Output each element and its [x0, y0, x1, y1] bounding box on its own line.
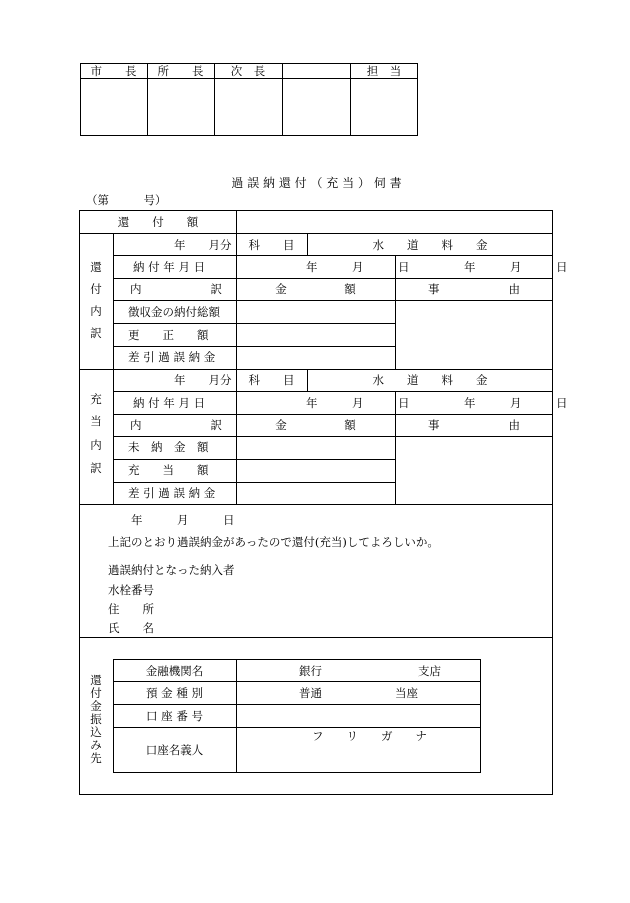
appropriation-side-label-3: 内: [90, 438, 102, 452]
payer-heading: 過誤納付となった納入者: [108, 563, 235, 577]
appropriation-breakdown-label: 内 訳: [130, 418, 222, 432]
refund-reason-field[interactable]: [396, 301, 552, 368]
refund-paydate-1[interactable]: 年 月 日: [306, 260, 410, 274]
appropriation-amount-col: 金 額: [275, 418, 356, 432]
appropriation-row-net-overpaid: 差 引 過 誤 納 金: [128, 486, 216, 500]
refund-side-label-3: 内: [90, 304, 102, 318]
appropriation-paydate-2[interactable]: 年 月 日: [464, 396, 568, 410]
stamp-cell-deputy[interactable]: [215, 79, 281, 135]
appropriation-paydate-label: 納 付 年 月 日: [133, 396, 206, 410]
approval-header-mayor: 市 長: [90, 64, 137, 78]
appropriation-reason-field[interactable]: [396, 437, 552, 503]
refund-net-overpaid-field[interactable]: [237, 347, 394, 368]
refund-paydate-2[interactable]: 年 月 日: [464, 260, 568, 274]
account-number-field[interactable]: [237, 705, 480, 727]
refund-amount-label: 還 付 額: [117, 215, 199, 229]
refund-subject-value: 水 道 料 金: [372, 238, 488, 252]
appropriation-subject-value: 水 道 料 金: [372, 373, 488, 387]
appropriation-row-applied: 充 当 額: [128, 463, 209, 477]
meter-number-label: 水栓番号: [108, 583, 154, 597]
refund-row-correction: 更 正 額: [128, 328, 209, 342]
approval-header-director: 所 長: [157, 64, 204, 78]
refund-total-paid-field[interactable]: [237, 301, 394, 323]
refund-side-label-2: 付: [90, 282, 102, 296]
stamp-cell-director[interactable]: [148, 79, 213, 135]
furigana-label: フ リ ガ ナ: [312, 729, 427, 743]
appropriation-reason-col: 事 由: [428, 418, 520, 432]
address-label: 住 所: [108, 602, 154, 616]
refund-side-label-1: 還: [90, 260, 102, 274]
appropriation-side-label-1: 充: [90, 392, 102, 406]
appropriation-side-label-2: 当: [90, 414, 102, 428]
appropriation-subject-label: 科 目: [248, 373, 295, 387]
refund-row-net-overpaid: 差 引 過 誤 納 金: [128, 350, 216, 364]
refund-paydate-label: 納 付 年 月 日: [133, 260, 206, 274]
approval-header-deputy: 次 長: [230, 64, 266, 78]
account-type-label: 預 金 種 別: [146, 686, 203, 700]
stamp-cell-staff[interactable]: [351, 79, 417, 135]
refund-correction-field[interactable]: [237, 324, 394, 346]
document-title: 過 誤 納 還 付 （ 充 当 ） 伺 書: [231, 176, 402, 190]
transfer-side-label: 還付金振込み先: [90, 673, 102, 765]
refund-subject-label: 科 目: [248, 238, 295, 252]
document-number: （第 号）: [86, 193, 167, 207]
account-holder-field[interactable]: [237, 743, 480, 772]
appropriation-applied-field[interactable]: [237, 460, 394, 482]
refund-breakdown-label: 内 訳: [130, 282, 222, 296]
bank-name-label: 金融機関名: [145, 664, 204, 678]
appropriation-net-overpaid-field[interactable]: [237, 483, 394, 503]
bank-name-field[interactable]: [237, 660, 480, 681]
statement-date[interactable]: 年 月 日: [131, 513, 235, 527]
appropriation-row-unpaid: 未 納 金 額: [128, 440, 209, 454]
account-type-normal[interactable]: 普通: [299, 686, 322, 700]
appropriation-period[interactable]: 年 月分: [174, 373, 232, 387]
refund-period[interactable]: 年 月分: [174, 238, 232, 252]
branch-suffix: 支店: [418, 664, 441, 678]
refund-side-label-4: 訳: [90, 326, 102, 340]
stamp-cell-mayor[interactable]: [81, 79, 146, 135]
appropriation-unpaid-field[interactable]: [237, 437, 394, 459]
refund-amount-field[interactable]: [237, 211, 552, 233]
refund-reason-col: 事 由: [428, 282, 520, 296]
stamp-cell-blank[interactable]: [283, 79, 349, 135]
name-label: 氏 名: [108, 621, 154, 635]
statement-text: 上記のとおり過誤納金があったので還付(充当)してよろしいか。: [108, 535, 439, 549]
appropriation-paydate-1[interactable]: 年 月 日: [306, 396, 410, 410]
refund-row-total-paid: 徴収金の納付総額: [128, 305, 220, 319]
refund-amount-col: 金 額: [275, 282, 356, 296]
account-holder-label: 口座名義人: [145, 743, 204, 757]
bank-suffix: 銀行: [299, 664, 322, 678]
appropriation-side-label-4: 訳: [90, 461, 102, 475]
account-number-label: 口 座 番 号: [146, 709, 203, 723]
approval-header-staff: 担 当: [366, 64, 402, 78]
account-type-current[interactable]: 当座: [395, 686, 418, 700]
